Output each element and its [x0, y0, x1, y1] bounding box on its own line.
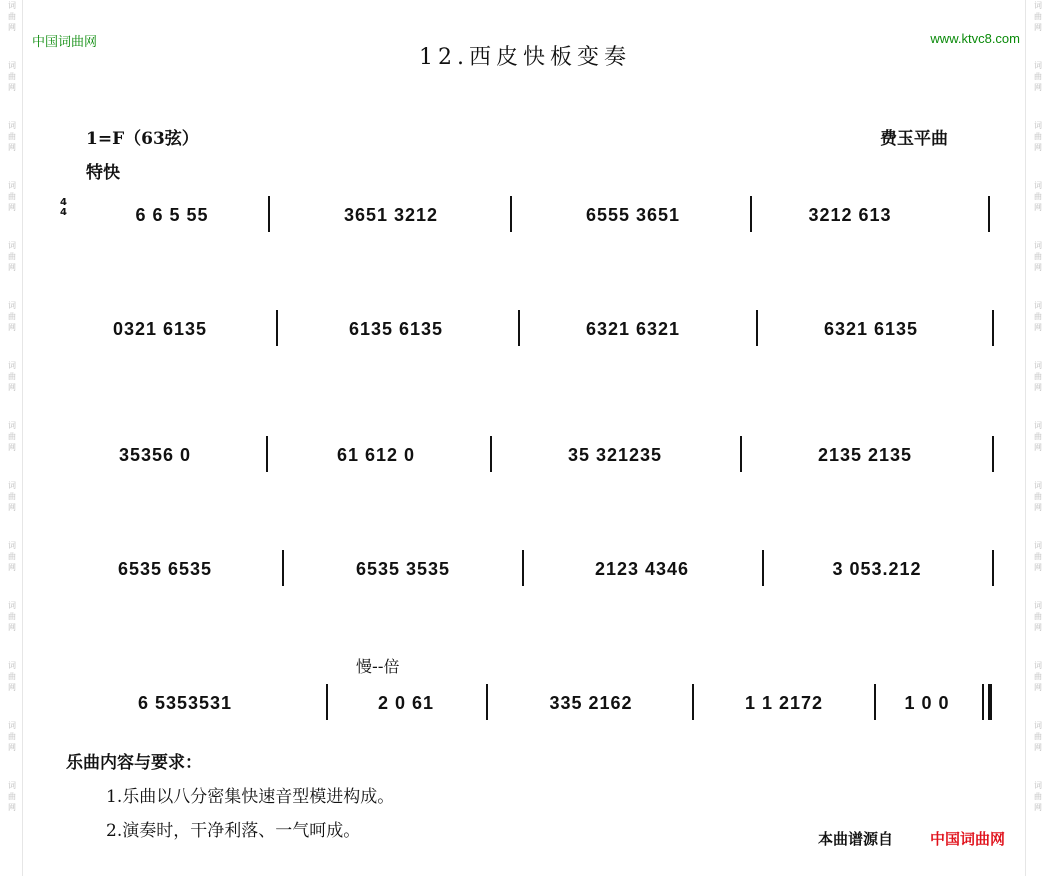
watermark-char: 词	[8, 601, 16, 610]
measure: 6 6 5 55	[135, 204, 209, 225]
watermark-char: 曲	[1034, 732, 1042, 741]
watermark-char: 曲	[8, 252, 16, 261]
measure: 6535 6535	[117, 558, 213, 579]
watermark-left	[2, 0, 22, 876]
bar-line	[692, 684, 694, 720]
margin-line-left	[22, 0, 23, 876]
source-label: 本曲谱源自	[818, 830, 894, 848]
watermark-char: 网	[1034, 563, 1042, 572]
composer-credit: 费玉平曲	[880, 129, 948, 149]
watermark-char: 词	[8, 541, 16, 550]
watermark-char: 词	[8, 421, 16, 430]
watermark-char: 词	[1034, 1, 1042, 10]
bar-line	[762, 550, 764, 586]
watermark-char: 词	[1034, 361, 1042, 370]
watermark-char: 网	[8, 803, 16, 812]
measure: 1 0 0	[904, 692, 950, 713]
bar-line	[326, 684, 328, 720]
watermark-char: 网	[8, 323, 16, 332]
measure: 335 2162	[549, 692, 633, 713]
watermark-char: 网	[1034, 83, 1042, 92]
requirement-item-1: 1.乐曲以八分密集快速音型模进构成。	[106, 787, 395, 807]
time-signature-bottom: 4	[60, 207, 67, 218]
watermark-char: 曲	[8, 372, 16, 381]
measure: 6535 3535	[355, 558, 451, 579]
score-line-5	[60, 682, 1000, 722]
watermark-char: 曲	[1034, 312, 1042, 321]
watermark-char: 网	[1034, 143, 1042, 152]
site-name-left[interactable]: 中国词曲网	[32, 34, 98, 49]
watermark-char: 曲	[1034, 552, 1042, 561]
watermark-char: 词	[1034, 541, 1042, 550]
bar-line	[992, 436, 994, 472]
watermark-char: 网	[1034, 623, 1042, 632]
watermark-char: 网	[8, 203, 16, 212]
watermark-group	[2, 120, 22, 180]
bar-line	[992, 310, 994, 346]
watermark-group	[1028, 540, 1048, 600]
watermark-group	[2, 780, 22, 840]
watermark-char: 曲	[1034, 672, 1042, 681]
key-signature: 1=F（63弦）	[86, 129, 199, 149]
final-bar-line-thick	[988, 684, 992, 720]
bar-line	[490, 436, 492, 472]
watermark-group	[2, 720, 22, 780]
measure: 6 5353531	[137, 692, 233, 713]
watermark-char: 词	[8, 301, 16, 310]
watermark-char: 词	[8, 721, 16, 730]
watermark-char: 曲	[8, 792, 16, 801]
watermark-group	[2, 660, 22, 720]
watermark-char: 网	[1034, 383, 1042, 392]
watermark-group	[1028, 720, 1048, 780]
tempo-change-marking: 慢--倍	[356, 657, 400, 676]
watermark-char: 词	[8, 481, 16, 490]
watermark-char: 网	[1034, 23, 1042, 32]
measure: 2123 4346	[594, 558, 690, 579]
watermark-right	[1028, 0, 1048, 876]
watermark-char: 词	[1034, 721, 1042, 730]
bar-line	[740, 436, 742, 472]
bar-line	[486, 684, 488, 720]
watermark-char: 曲	[8, 72, 16, 81]
watermark-char: 词	[1034, 241, 1042, 250]
watermark-char: 网	[8, 23, 16, 32]
watermark-char: 词	[1034, 421, 1042, 430]
watermark-char: 词	[1034, 481, 1042, 490]
bar-line	[510, 196, 512, 232]
measure: 61 612 0	[336, 444, 416, 465]
watermark-char: 网	[1034, 803, 1042, 812]
watermark-char: 词	[8, 61, 16, 70]
watermark-group	[1028, 780, 1048, 840]
watermark-char: 网	[1034, 683, 1042, 692]
watermark-char: 网	[8, 383, 16, 392]
bar-line	[874, 684, 876, 720]
bar-line	[282, 550, 284, 586]
watermark-char: 词	[8, 781, 16, 790]
watermark-char: 曲	[1034, 72, 1042, 81]
watermark-group	[2, 240, 22, 300]
bar-line	[268, 196, 270, 232]
watermark-char: 曲	[8, 672, 16, 681]
score-line-1	[60, 194, 1000, 234]
watermark-char: 词	[1034, 661, 1042, 670]
watermark-char: 词	[8, 361, 16, 370]
watermark-char: 曲	[8, 552, 16, 561]
watermark-char: 词	[1034, 781, 1042, 790]
watermark-char: 网	[8, 143, 16, 152]
watermark-group	[2, 360, 22, 420]
watermark-char: 词	[8, 121, 16, 130]
watermark-char: 网	[8, 503, 16, 512]
bar-line	[992, 550, 994, 586]
watermark-char: 网	[1034, 443, 1042, 452]
watermark-char: 词	[1034, 301, 1042, 310]
watermark-char: 词	[1034, 601, 1042, 610]
watermark-group	[1028, 660, 1048, 720]
watermark-char: 词	[1034, 181, 1042, 190]
watermark-group	[2, 300, 22, 360]
watermark-char: 网	[8, 263, 16, 272]
watermark-char: 曲	[1034, 612, 1042, 621]
watermark-group	[1028, 600, 1048, 660]
watermark-char: 曲	[1034, 192, 1042, 201]
watermark-group	[1028, 180, 1048, 240]
watermark-group	[1028, 300, 1048, 360]
measure: 3651 3212	[343, 204, 439, 225]
watermark-char: 词	[1034, 61, 1042, 70]
measure: 2135 2135	[817, 444, 913, 465]
bar-line	[522, 550, 524, 586]
watermark-char: 网	[8, 683, 16, 692]
requirements-heading: 乐曲内容与要求：	[66, 753, 202, 773]
bar-line	[988, 196, 990, 232]
bar-line	[518, 310, 520, 346]
watermark-char: 词	[1034, 121, 1042, 130]
watermark-char: 词	[8, 1, 16, 10]
measure: 6321 6321	[585, 318, 681, 339]
measure: 1 1 2172	[744, 692, 824, 713]
watermark-char: 曲	[8, 492, 16, 501]
watermark-group	[2, 540, 22, 600]
bar-line	[266, 436, 268, 472]
measure: 2 0 61	[377, 692, 435, 713]
watermark-group	[1028, 240, 1048, 300]
watermark-char: 网	[8, 443, 16, 452]
watermark-char: 词	[8, 661, 16, 670]
measure: 6555 3651	[585, 204, 681, 225]
watermark-char: 曲	[8, 312, 16, 321]
watermark-group	[2, 600, 22, 660]
watermark-char: 网	[1034, 263, 1042, 272]
requirement-item-2: 2.演奏时，干净利落、一气呵成。	[106, 821, 361, 841]
watermark-char: 曲	[8, 192, 16, 201]
watermark-group	[2, 420, 22, 480]
score-line-4	[60, 548, 1000, 588]
watermark-char: 曲	[1034, 432, 1042, 441]
watermark-char: 曲	[8, 132, 16, 141]
measure: 35 321235	[567, 444, 663, 465]
watermark-char: 网	[1034, 503, 1042, 512]
measure: 6321 6135	[823, 318, 919, 339]
watermark-char: 网	[8, 83, 16, 92]
final-bar-line-thin	[982, 684, 984, 720]
watermark-char: 网	[8, 743, 16, 752]
watermark-char: 曲	[1034, 792, 1042, 801]
score-title: 12.西皮快板变奏	[419, 45, 631, 70]
source-site-link[interactable]: 中国词曲网	[930, 830, 1006, 848]
tempo-marking: 特快	[86, 163, 120, 183]
watermark-char: 词	[8, 241, 16, 250]
site-url-right[interactable]: www.ktvc8.com	[930, 31, 1020, 46]
watermark-group	[1028, 120, 1048, 180]
bar-line	[750, 196, 752, 232]
watermark-char: 曲	[1034, 252, 1042, 261]
watermark-char: 网	[1034, 203, 1042, 212]
watermark-char: 曲	[1034, 372, 1042, 381]
margin-line-right	[1025, 0, 1026, 876]
watermark-char: 曲	[1034, 492, 1042, 501]
watermark-char: 网	[1034, 743, 1042, 752]
watermark-char: 曲	[8, 612, 16, 621]
watermark-char: 曲	[8, 432, 16, 441]
measure: 3212 613	[808, 204, 892, 225]
bar-line	[276, 310, 278, 346]
bar-line	[756, 310, 758, 346]
watermark-char: 曲	[1034, 132, 1042, 141]
watermark-group	[1028, 420, 1048, 480]
watermark-char: 曲	[8, 12, 16, 21]
watermark-char: 曲	[8, 732, 16, 741]
watermark-char: 网	[1034, 323, 1042, 332]
watermark-char: 词	[8, 181, 16, 190]
watermark-char: 曲	[1034, 12, 1042, 21]
score-line-2	[60, 308, 1000, 348]
measure: 0321 6135	[112, 318, 208, 339]
watermark-char: 网	[8, 623, 16, 632]
measure: 3 053.212	[832, 558, 922, 579]
watermark-group	[2, 180, 22, 240]
watermark-group	[1028, 360, 1048, 420]
watermark-group	[2, 480, 22, 540]
watermark-char: 网	[8, 563, 16, 572]
time-signature-top: 4	[60, 197, 67, 208]
measure: 35356 0	[118, 444, 192, 465]
measure: 6135 6135	[348, 318, 444, 339]
watermark-group	[1028, 480, 1048, 540]
score-line-3	[60, 434, 1000, 474]
